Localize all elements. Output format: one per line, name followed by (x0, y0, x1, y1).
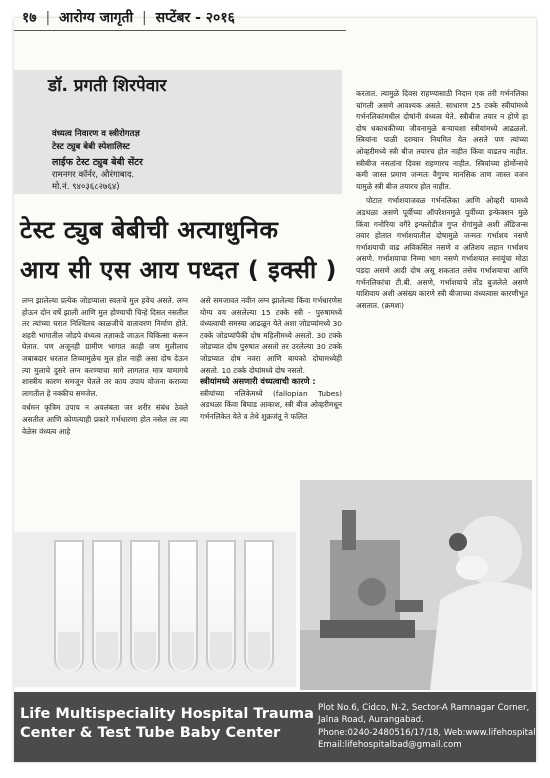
issue-date: सप्टेंबर - २०१६ (155, 10, 235, 26)
hospital-name-line: Life Multispeciality Hospital Trauma (20, 706, 314, 722)
lab-photo (300, 480, 532, 690)
masthead-divider: | (45, 10, 51, 26)
test-tubes-image (14, 532, 296, 687)
author-credential: लाईफ टेस्ट ट्युब बेबी सेंटर (52, 157, 143, 168)
author-name: डॉ. प्रगती शिरपेवार (48, 76, 167, 96)
test-tube-icon (92, 540, 122, 672)
paragraph: पोटात गर्भाशयाजवळ गर्भनलिका आणि ओव्हरी यामध्ये अडथळा असणे पूर्वीच्या ऑपरेशनमुळे पूर्वीच्या इन्फेक्शन मुळे किंवा गनोरिया वगैरे इन्फ्लोडीज गुप्त रोगांमुळे अशी ॲडिजन्स तयार होतात गर्भाशयातील दोषामुळे जन्मतः गर्भाशय नसणे गर्भाशयाची वाढ अविकसित नसणे व अतिशय लहान गर्भाशय असणे. गर्भाशयाचा निम्मा भाग नसणे गर्भाशयात स्नायूंचा मोठा पडदा असणे आदी दोष असू शकतात तसेच गर्भाशयाचा आणि गर्भनलिकांचा टी.बी. असणे, गर्भाशयाचे तोंड बुजलेले असणे याशिवाय अशी असंख्य कारणे स्त्री बीजाच्या वंध्यत्वास कारणीभूत असतात. (क्रमशः) (356, 196, 528, 310)
paragraph: करतात. त्यामुळे दिवस राहण्यासाठी निदान एक तरी गर्भनलिका चांगली असणे आवश्यक असते. साधारण 25 टक्के स्त्रीयांमध्ये गर्भनलिकांमधील दोषांनी वंध्यत्व येते. स्त्रीबीज तयार न होणे हा दोष धकाधकीच्या जीवनामुळे बऱ्याचशा स्त्रीयांमध्ये आढळतो. स्त्रियांना पाळी दरम्यान नियमित येत असते पण त्यांच्या ओव्हरीमध्ये स्त्री बीज तयारच होत नाहीत किंवा वाढतच नाहीत. स्त्रीबीज नसतांना दिवस राहणारच नाहीत. स्त्रियांच्या होर्मोन्सचे कमी जास्त प्रमाण जन्मतः वैगुण्य मानसिक ताण जास्त वजन यामुळे स्त्री बीज तयारच होत नाहीत. (356, 89, 528, 191)
paragraph: लग्न झालेल्या प्रत्येक जोडप्याला स्वतःचे मुल हवेच असते. लग्न होऊन दोन वर्षे झाली आणि मुल होण्याची चिन्हे दिसत नसतील तर त्यांच्या घरात निश्चितच काळजीचे वातावरण निर्माण होते. शहरी भागातील जोडपे वंध्यत्व तज्ञाकडे जाऊन चिकित्सा करून घेतात. पण अजूनही ग्रामीण भागात काही जण मुलीलाच जबाबदार धरतात तिच्यामुळेच मुल होत नाही असा दोष देऊन त्या मुलाचे दुसरे लग्न करण्याचा मागे लागतात मात्र यामागचे शास्त्रीय कारण समजून घेतले तर काय उपाय योजना कराव्या लागतील हे नक्कीच समजेल. (22, 296, 188, 398)
test-tube-icon (168, 540, 198, 672)
author-phone: मो.नं. ९४०३६८२७६४) (52, 182, 120, 192)
author-address: रामनगर कॉर्नर, औरंगाबाद. (52, 170, 135, 180)
lab-scene-illustration (300, 480, 532, 690)
test-tube-icon (244, 540, 274, 672)
masthead-rule (14, 30, 346, 31)
test-tube-icon (130, 540, 160, 672)
phone-web-line: Phone:0240-2480516/17/18, Web:www.lifehospital.in (318, 727, 547, 738)
paragraph: स्त्रीयांच्या नलिकेमध्ये (fallopian Tubes) अडथळा किंवा बिघाड आकाश, स्त्री बीज ओव्हरीमधून गर्भनलिकेत येते व तेथे शुक्रजंतू ने फलित (200, 388, 342, 421)
hospital-name (20, 705, 314, 743)
email-line: Email:lifehospitalbad@gmail.com (318, 740, 462, 751)
subheading: स्त्रीयांमध्ये असणारी वंध्यत्वाची कारणे : (200, 376, 316, 387)
author-credential: वंध्यत्व निवारण व स्त्रीरोगतज्ञ (52, 129, 140, 139)
masthead (22, 8, 235, 27)
article-title-line1: टेस्ट ट्युब बेबीची अत्याधुनिक (20, 216, 279, 244)
address-line: Plot No.6, Cidco, N-2, Sector-A Ramnagar Corner, (318, 703, 530, 713)
test-tube-icon (54, 540, 84, 672)
test-tube-icon (206, 540, 236, 672)
publication-name: आरोग्य जागृती (59, 10, 134, 26)
author-credential: टेस्ट ट्युब बेबी स्पेशालिस्ट (52, 142, 130, 152)
article-title-line2: आय सी एस आय पध्दत ( इक्सी ) (20, 256, 337, 284)
hospital-address (318, 702, 546, 752)
article-column-1 (22, 295, 188, 525)
hospital-name-line: Center & Test Tube Baby Center (20, 725, 281, 741)
article-column-3 (356, 88, 528, 478)
paragraph: असे समजावत नवीन लग्न झालेल्या किंवा गर्भधारणेस योग्य वय असलेल्या 15 टक्के स्त्री - पुरुषामध्ये वंध्यत्वाची समस्या आढळून येते अशा जोडप्यांमध्ये 30 टक्के जोडप्यांपैकी दोष महिलीमध्ये असतो. 30 टक्के जोडप्यात दोष पुरुषात असतो तर उरलेल्या 30 टक्के जोडप्यात दोष नवरा आणि बायको दोघामध्येही असतो. 10 टक्के दोघांमध्ये दोष नसतो. (200, 296, 342, 375)
masthead-divider: | (142, 10, 147, 26)
page-number: १७ (22, 10, 37, 26)
address-line: Jalna Road, Aurangabad. (318, 715, 424, 726)
paragraph: वर्धमन कृत्रिम उपाय न अवलंबता जर शरीर संबंध ठेवले असतील आणि कोणत्याही प्रकारे गर्भधारणा होत नसेल तर त्या वेळेस वंध्यत्व आहे (22, 403, 188, 436)
